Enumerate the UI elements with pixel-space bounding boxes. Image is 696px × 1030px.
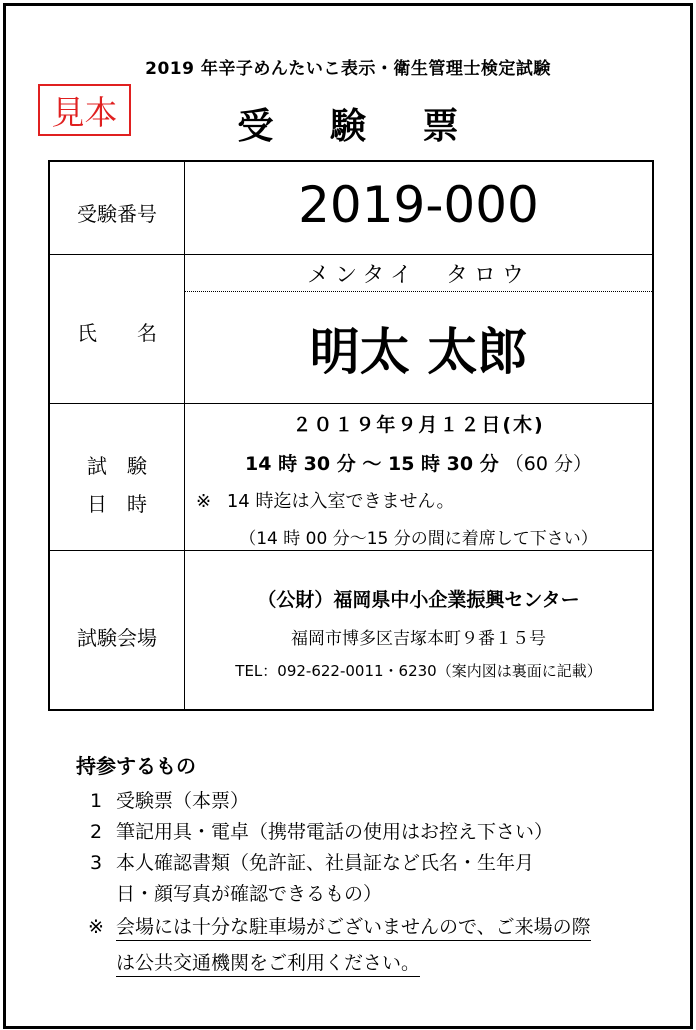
parking-note-cont [116, 948, 420, 975]
title-char-1: 受 [237, 106, 274, 147]
exam-time: 14 時 30 分 ～ 15 時 30 分 [245, 453, 499, 475]
venue-label: 試験会場 [77, 626, 157, 650]
row-divider [50, 254, 652, 255]
datetime-label-line1: 試 験 [87, 454, 147, 478]
item-number: 1 [89, 790, 103, 812]
items-heading: 持参するもの [76, 754, 196, 778]
note-mark: ※ [88, 916, 104, 938]
list-item-continuation: 日・顔写真が確認できるもの） [116, 883, 383, 905]
seating-note: （14 時 00 分～15 分の間に着席して下さい） [239, 529, 598, 549]
title-char-3: 票 [422, 106, 459, 147]
sample-stamp: 見本 [38, 84, 131, 136]
list-item [76, 848, 534, 875]
row-divider [50, 550, 652, 551]
item-text: 筆記用具・電卓（携帯電話の使用はお控え下さい） [116, 821, 554, 843]
exam-date: ２０１９年９月１２日(木) [292, 414, 545, 436]
exam-number-label: 受験番号 [77, 202, 157, 226]
datetime-label-line2: 日 時 [87, 492, 147, 516]
item-text: 本人確認書類（免許証、社員証など氏名・生年月 [116, 852, 535, 874]
exam-number-value: 2019-000 [298, 176, 539, 234]
name-label [50, 317, 184, 346]
parking-note-line1: 会場には十分な駐車場がございませんので、ご来場の際 [116, 916, 591, 941]
note-mark: ※ [196, 491, 212, 512]
name-label-1: 氏 [77, 321, 97, 345]
item-number: 3 [89, 852, 103, 874]
entry-note-text: 14 時迄は入室できません。 [226, 491, 455, 512]
name-label-2: 名 [137, 321, 157, 345]
ticket-table [48, 160, 654, 711]
document-title [0, 98, 696, 149]
entry-note [196, 487, 663, 513]
list-item [76, 817, 553, 844]
venue-name: （公財）福岡県中小企業振興センター [257, 589, 580, 611]
title-char-2: 験 [329, 106, 366, 147]
parking-note-line2: は公共交通機関をご利用ください。 [116, 952, 420, 977]
row-divider [50, 403, 652, 404]
exam-time-line [185, 449, 652, 476]
exam-name: 2019 年辛子めんたいこ表示・衛生管理士検定試験 [145, 59, 551, 79]
venue-address: 福岡市博多区吉塚本町９番１５号 [291, 629, 546, 649]
item-number: 2 [89, 821, 103, 843]
kana-dotted-line [185, 291, 652, 292]
exam-duration: （60 分） [504, 453, 592, 475]
list-item [76, 786, 249, 813]
name-kana: メンタイ タロウ [307, 263, 530, 288]
parking-note [76, 912, 591, 939]
venue-tel: TEL：092-622-0011・6230（案内図は裏面に記載） [235, 662, 602, 680]
item-text: 受験票（本票） [116, 790, 250, 812]
name-kanji: 明太 太郎 [309, 323, 528, 381]
